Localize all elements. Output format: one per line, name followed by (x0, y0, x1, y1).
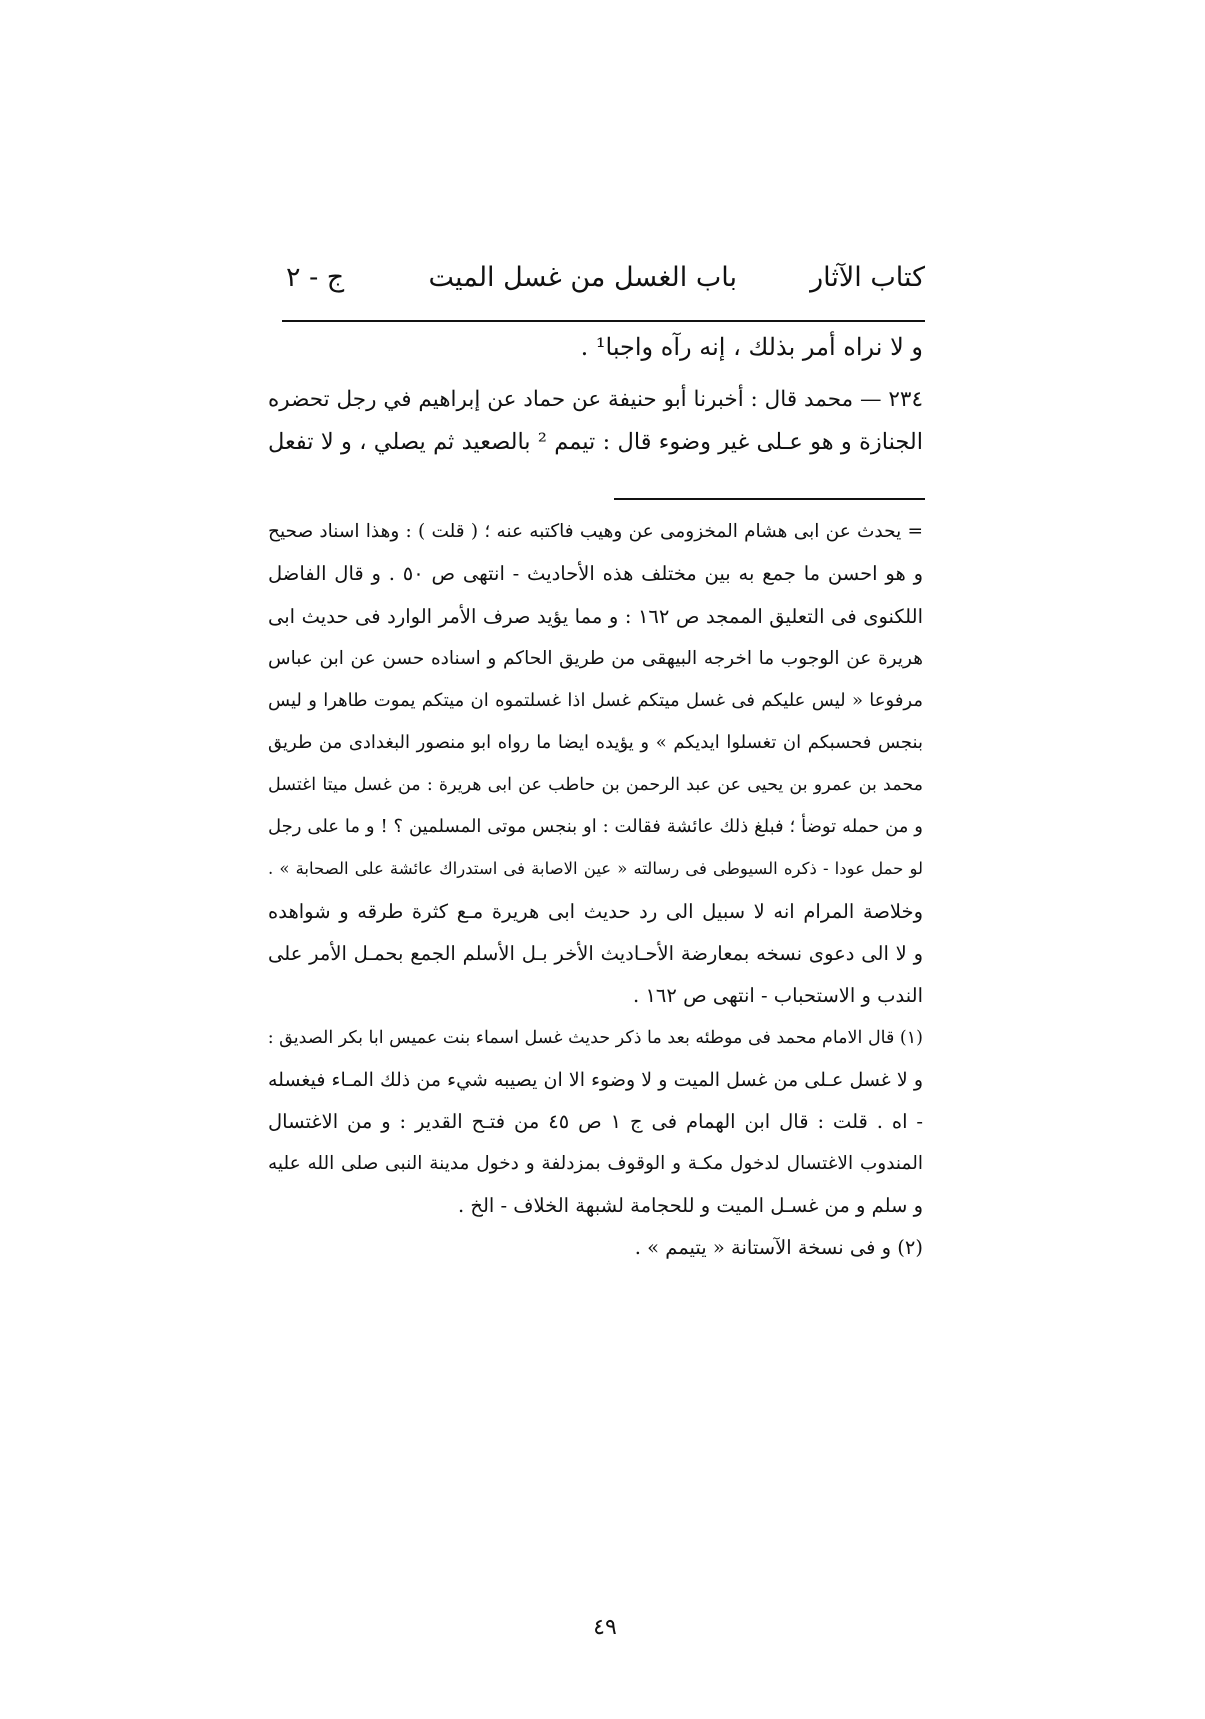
footnote-1-line: المندوب الاغتسال لدخول مكـة و الوقوف بمزدلفة و دخول مدينة النبى صلى الله عليه (268, 1153, 923, 1174)
footnote-1-line: و لا غسل عـلى من غسل الميت و لا وضوء الا ان يصيبه شيء من ذلك المـاء فيغسله (268, 1069, 923, 1091)
commentary-line: الندب و الاستحباب - انتهى ص ١٦٢ . (633, 984, 923, 1007)
header-rule (282, 320, 925, 322)
main-line: ٢٣٤ — محمد قال : أخبرنا أبو حنيفة عن حماد عن إبراهيم في رجل تحضره (268, 387, 923, 412)
footnote-2: (٢) و فى نسخة الآستانة « يتيمم » . (634, 1236, 923, 1259)
commentary-line: و لا الى دعوى نسخه بمعارضة الأحـاديث الأخر بـل الأسلم الجمع بحمـل الأمر على (268, 942, 923, 965)
main-line: الجنازة و هو عـلى غير وضوء قال : تيمم ² بالصعيد ثم يصلي ، و لا تفعل (268, 429, 924, 455)
commentary-line: = يحدث عن ابى هشام المخزومى عن وهيب فاكتبه عنه ؛ ( قلت ) : وهذا اسناد صحيح (268, 521, 923, 542)
commentary-line: هريرة عن الوجوب ما اخرجه البيهقى من طريق الحاكم و اسناده حسن عن ابن عباس (268, 648, 923, 669)
volume-number: ج - ٢ (286, 262, 345, 293)
commentary-line: و هو احسن ما جمع به بين مختلف هذه الأحاديث - انتهى ص ٥٠ . و قال الفاضل (268, 562, 923, 585)
commentary-line: وخلاصة المرام انه لا سبيل الى رد حديث ابى هريرة مـع كثرة طرقه و شواهده (268, 900, 923, 923)
footnote-1-line: (١) قال الامام محمد فى موطئه بعد ما ذكر حديث غسل اسماء بنت عميس ابا بكر الصديق : (267, 1028, 923, 1048)
main-line: و لا نراه أمر بذلك ، إنه رآه واجبا¹ . (580, 333, 923, 361)
book-title: كتاب الآثار (810, 262, 925, 293)
chapter-title: باب الغسل من غسل الميت (428, 262, 737, 293)
commentary-line: لو حمل عودا - ذكره السيوطى فى رسالته « عين الاصابة فى استدراك عائشة على الصحابة » . (268, 859, 923, 878)
commentary-line: محمد بن عمرو بن يحيى عن عبد الرحمن بن حاطب عن ابى هريرة : من غسل ميتا اغتسل (268, 775, 923, 795)
commentary-line: و من حمله توضأ ؛ فبلغ ذلك عائشة فقالت : او بنجس موتى المسلمين ؟ ! و ما على رجل (268, 816, 923, 837)
footnote-1-line: و سلم و من غسـل الميت و للحجامة لشبهة الخلاف - الخ . (457, 1194, 923, 1217)
commentary-line: اللكنوى فى التعليق الممجد ص ١٦٢ : و مما يؤيد صرف الأمر الوارد فى حديث ابى (268, 605, 923, 628)
commentary-line: بنجس فحسبكم ان تغسلوا ايديكم » و يؤيده ايضا ما رواه ابو منصور البغدادى من طريق (268, 732, 923, 753)
footnote-separator (614, 498, 925, 500)
commentary-line: مرفوعا « ليس عليكم فى غسل ميتكم غسل اذا غسلتموه ان ميتكم يموت طاهرا و ليس (268, 690, 923, 711)
footnote-1-line: - اه . قلت : قال ابن الهمام فى ج ١ ص ٤٥ من فتـح القدير : و من الاغتسال (268, 1110, 923, 1133)
running-header (280, 262, 925, 312)
page-number: ٤٩ (593, 1615, 617, 1640)
